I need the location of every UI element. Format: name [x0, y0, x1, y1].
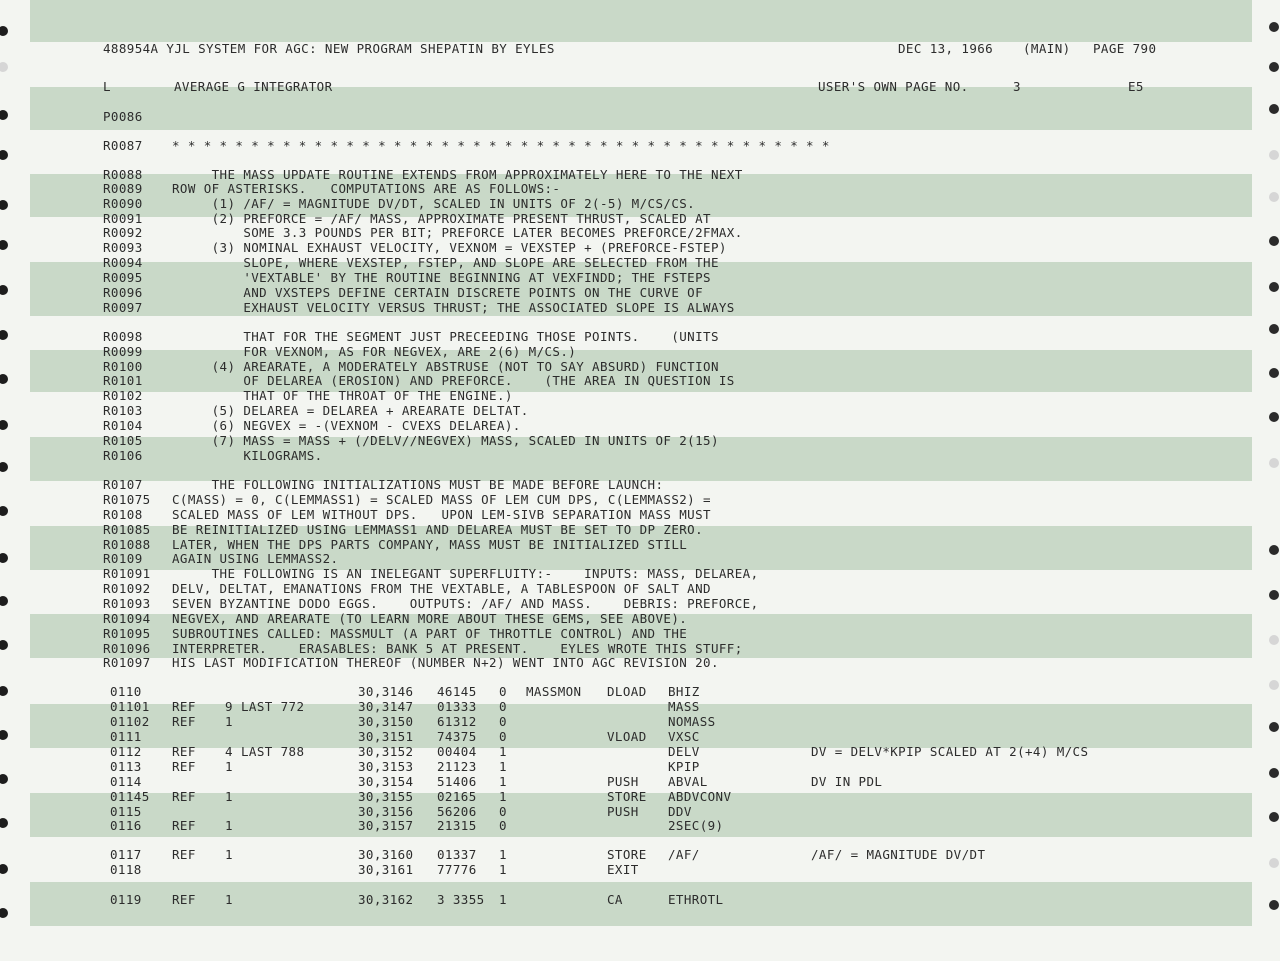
operand: VXSC: [668, 729, 700, 744]
operand: ABDVCONV: [668, 789, 732, 804]
line-id: R01093: [103, 596, 151, 611]
ref-count: 4: [225, 744, 233, 759]
code-line-number: 0118: [110, 862, 142, 877]
code-line-number: 0115: [110, 804, 142, 819]
parity-bit: 0: [499, 699, 507, 714]
last-ref: LAST 772: [241, 699, 305, 714]
line-text: (1) /AF/ = MAGNITUDE DV/DT, SCALED IN UNITS OF 2(-5) M/CS/CS.: [172, 196, 696, 211]
line-text: (4) AREARATE, A MODERATELY ABSTRUSE (NOT TO SAY ABSURD) FUNCTION: [172, 359, 719, 374]
ref-count: 9: [225, 699, 233, 714]
octal-word: 21315: [437, 818, 477, 833]
line-id: R01091: [103, 566, 151, 581]
opcode: VLOAD: [607, 729, 647, 744]
line-id: R01097: [103, 655, 151, 670]
line-id: R0102: [103, 388, 143, 403]
octal-word: 00404: [437, 744, 477, 759]
line-text: SOME 3.3 POUNDS PER BIT; PREFORCE LATER BECOMES PREFORCE/2FMAX.: [172, 225, 743, 240]
bank-address: 30,3157: [358, 818, 414, 833]
ref-tag: REF: [172, 847, 196, 862]
line-text: SEVEN BYZANTINE DODO EGGS. OUTPUTS: /AF/ AND MASS. DEBRIS: PREFORCE,: [172, 596, 759, 611]
parity-bit: 1: [499, 774, 507, 789]
users-page-label: USER'S OWN PAGE NO.: [818, 79, 969, 94]
line-text: THAT OF THE THROAT OF THE ENGINE.): [172, 388, 513, 403]
line-id: R0101: [103, 373, 143, 388]
parity-bit: 1: [499, 847, 507, 862]
code-label: MASSMON: [526, 684, 582, 699]
line-id: R0089: [103, 181, 143, 196]
line-id: R01085: [103, 522, 151, 537]
opcode: PUSH: [607, 774, 639, 789]
line-id: R01088: [103, 537, 151, 552]
line-text: THE FOLLOWING INITIALIZATIONS MUST BE MADE BEFORE LAUNCH:: [172, 477, 664, 492]
octal-word: 3 3355: [437, 892, 485, 907]
line-text: (7) MASS = MASS + (/DELV//NEGVEX) MASS, SCALED IN UNITS OF 2(15): [172, 433, 719, 448]
ref-tag: REF: [172, 714, 196, 729]
line-id: R0092: [103, 225, 143, 240]
line-id: R0107: [103, 477, 143, 492]
code-line-number: 01101: [110, 699, 150, 714]
bank-address: 30,3156: [358, 804, 414, 819]
print-date: DEC 13, 1966: [898, 41, 994, 56]
line-id: R0108: [103, 507, 143, 522]
line-id: R0103: [103, 403, 143, 418]
ref-count: 1: [225, 714, 233, 729]
line-id: R0090: [103, 196, 143, 211]
octal-word: 51406: [437, 774, 477, 789]
code-line-number: 0112: [110, 744, 142, 759]
code-line-number: 0111: [110, 729, 142, 744]
octal-word: 01337: [437, 847, 477, 862]
octal-word: 74375: [437, 729, 477, 744]
octal-word: 56206: [437, 804, 477, 819]
parity-bit: 1: [499, 759, 507, 774]
octal-word: 61312: [437, 714, 477, 729]
page-number: PAGE 790: [1093, 41, 1157, 56]
line-id: R0095: [103, 270, 143, 285]
line-id: R0104: [103, 418, 143, 433]
bank-address: 30,3151: [358, 729, 414, 744]
line-id: R0099: [103, 344, 143, 359]
opcode: DLOAD: [607, 684, 647, 699]
line-text: * * * * * * * * * * * * * * * * * * * * * * * * * * * * * * * * * * * * * * * * * *: [172, 138, 830, 153]
code-line-number: 01102: [110, 714, 150, 729]
code-line-number: 0119: [110, 892, 142, 907]
line-text: SUBROUTINES CALLED: MASSMULT (A PART OF THROTTLE CONTROL) AND THE: [172, 626, 688, 641]
line-id: R01092: [103, 581, 151, 596]
line-id: R01075: [103, 492, 151, 507]
line-id: P0086: [103, 109, 143, 124]
opcode: STORE: [607, 789, 647, 804]
bank-address: 30,3150: [358, 714, 414, 729]
bank-address: 30,3162: [358, 892, 414, 907]
octal-word: 46145: [437, 684, 477, 699]
last-ref: LAST 788: [241, 744, 305, 759]
line-text: KILOGRAMS.: [172, 448, 323, 463]
line-id: R0097: [103, 300, 143, 315]
parity-bit: 0: [499, 818, 507, 833]
ref-count: 1: [225, 818, 233, 833]
line-text: (3) NOMINAL EXHAUST VELOCITY, VEXNOM = VEXSTEP + (PREFORCE-FSTEP): [172, 240, 727, 255]
line-text: (5) DELAREA = DELAREA + AREARATE DELTAT.: [172, 403, 529, 418]
line-text: FOR VEXNOM, AS FOR NEGVEX, ARE 2(6) M/CS.): [172, 344, 577, 359]
line-text: THAT FOR THE SEGMENT JUST PRECEEDING THOSE POINTS. (UNITS: [172, 329, 719, 344]
octal-word: 02165: [437, 789, 477, 804]
code-line-number: 01145: [110, 789, 150, 804]
code-line-number: 0113: [110, 759, 142, 774]
code-comment: /AF/ = MAGNITUDE DV/DT: [811, 847, 986, 862]
ref-tag: REF: [172, 789, 196, 804]
line-id: R01094: [103, 611, 151, 626]
log-letter: L: [103, 79, 111, 94]
operand: MASS: [668, 699, 700, 714]
program-title: 488954A YJL SYSTEM FOR AGC: NEW PROGRAM SHEPATIN BY EYLES: [103, 41, 555, 56]
ref-count: 1: [225, 847, 233, 862]
parity-bit: 0: [499, 729, 507, 744]
line-id: R0094: [103, 255, 143, 270]
line-text: AND VXSTEPS DEFINE CERTAIN DISCRETE POINTS ON THE CURVE OF: [172, 285, 704, 300]
line-id: R0105: [103, 433, 143, 448]
operand: ABVAL: [668, 774, 708, 789]
parity-bit: 0: [499, 714, 507, 729]
users-page-number: 3: [1013, 79, 1021, 94]
code-line-number: 0114: [110, 774, 142, 789]
line-id: R0098: [103, 329, 143, 344]
bank-address: 30,3152: [358, 744, 414, 759]
octal-word: 01333: [437, 699, 477, 714]
opcode: STORE: [607, 847, 647, 862]
code-line-number: 0116: [110, 818, 142, 833]
bank-address: 30,3160: [358, 847, 414, 862]
code-comment: DV IN PDL: [811, 774, 883, 789]
line-id: R0093: [103, 240, 143, 255]
line-id: R01095: [103, 626, 151, 641]
ref-count: 1: [225, 759, 233, 774]
operand: /AF/: [668, 847, 700, 862]
line-text: ROW OF ASTERISKS. COMPUTATIONS ARE AS FOLLOWS:-: [172, 181, 561, 196]
line-id: R0109: [103, 551, 143, 566]
octal-word: 77776: [437, 862, 477, 877]
octal-word: 21123: [437, 759, 477, 774]
line-id: R0088: [103, 167, 143, 182]
ref-count: 1: [225, 892, 233, 907]
line-id: R0087: [103, 138, 143, 153]
code-line-number: 0117: [110, 847, 142, 862]
operand: DELV: [668, 744, 700, 759]
operand: KPIP: [668, 759, 700, 774]
line-text: SLOPE, WHERE VEXSTEP, FSTEP, AND SLOPE ARE SELECTED FROM THE: [172, 255, 719, 270]
code-comment: DV = DELV*KPIP SCALED AT 2(+4) M/CS: [811, 744, 1089, 759]
opcode: PUSH: [607, 804, 639, 819]
parity-bit: 0: [499, 804, 507, 819]
ref-count: 1: [225, 789, 233, 804]
operand: ETHROTL: [668, 892, 724, 907]
log-code: E5: [1128, 79, 1144, 94]
line-text: INTERPRETER. ERASABLES: BANK 5 AT PRESENT. EYLES WROTE THIS STUFF;: [172, 641, 743, 656]
ref-tag: REF: [172, 699, 196, 714]
bank-address: 30,3161: [358, 862, 414, 877]
code-line-number: 0110: [110, 684, 142, 699]
ref-tag: REF: [172, 759, 196, 774]
parity-bit: 1: [499, 862, 507, 877]
parity-bit: 1: [499, 892, 507, 907]
line-id: R0106: [103, 448, 143, 463]
line-text: HIS LAST MODIFICATION THEREOF (NUMBER N+2) WENT INTO AGC REVISION 20.: [172, 655, 719, 670]
line-text: BE REINITIALIZED USING LEMMASS1 AND DELAREA MUST BE SET TO DP ZERO.: [172, 522, 704, 537]
parity-bit: 1: [499, 789, 507, 804]
line-text: DELV, DELTAT, EMANATIONS FROM THE VEXTABLE, A TABLESPOON OF SALT AND: [172, 581, 711, 596]
line-text: NEGVEX, AND AREARATE (TO LEARN MORE ABOUT THESE GEMS, SEE ABOVE).: [172, 611, 688, 626]
line-id: R0096: [103, 285, 143, 300]
bank-address: 30,3146: [358, 684, 414, 699]
line-text: THE FOLLOWING IS AN INELEGANT SUPERFLUITY:- INPUTS: MASS, DELAREA,: [172, 566, 759, 581]
line-text: 'VEXTABLE' BY THE ROUTINE BEGINNING AT VEXFINDD; THE FSTEPS: [172, 270, 711, 285]
line-text: EXHAUST VELOCITY VERSUS THRUST; THE ASSOCIATED SLOPE IS ALWAYS: [172, 300, 735, 315]
bank-address: 30,3155: [358, 789, 414, 804]
line-text: (6) NEGVEX = -(VEXNOM - CVEXS DELAREA).: [172, 418, 521, 433]
line-text: LATER, WHEN THE DPS PARTS COMPANY, MASS MUST BE INITIALIZED STILL: [172, 537, 688, 552]
operand: 2SEC(9): [668, 818, 724, 833]
opcode: CA: [607, 892, 623, 907]
parity-bit: 1: [499, 744, 507, 759]
line-text: (2) PREFORCE = /AF/ MASS, APPROXIMATE PRESENT THRUST, SCALED AT: [172, 211, 711, 226]
bank-address: 30,3147: [358, 699, 414, 714]
line-text: C(MASS) = 0, C(LEMMASS1) = SCALED MASS OF LEM CUM DPS, C(LEMMASS2) =: [172, 492, 711, 507]
parity-bit: 0: [499, 684, 507, 699]
opcode: EXIT: [607, 862, 639, 877]
line-id: R0091: [103, 211, 143, 226]
operand: NOMASS: [668, 714, 716, 729]
ref-tag: REF: [172, 744, 196, 759]
log-section-name: AVERAGE G INTEGRATOR: [174, 79, 333, 94]
ref-tag: REF: [172, 818, 196, 833]
line-id: R0100: [103, 359, 143, 374]
line-text: SCALED MASS OF LEM WITHOUT DPS. UPON LEM-SIVB SEPARATION MASS MUST: [172, 507, 711, 522]
line-text: OF DELAREA (EROSION) AND PREFORCE. (THE AREA IN QUESTION IS: [172, 373, 735, 388]
operand: DDV: [668, 804, 692, 819]
bank-address: 30,3154: [358, 774, 414, 789]
bank-address: 30,3153: [358, 759, 414, 774]
line-id: R01096: [103, 641, 151, 656]
line-text: AGAIN USING LEMMASS2.: [172, 551, 339, 566]
ref-tag: REF: [172, 892, 196, 907]
operand: BHIZ: [668, 684, 700, 699]
line-text: THE MASS UPDATE ROUTINE EXTENDS FROM APPROXIMATELY HERE TO THE NEXT: [172, 167, 743, 182]
main-tag: (MAIN): [1023, 41, 1071, 56]
